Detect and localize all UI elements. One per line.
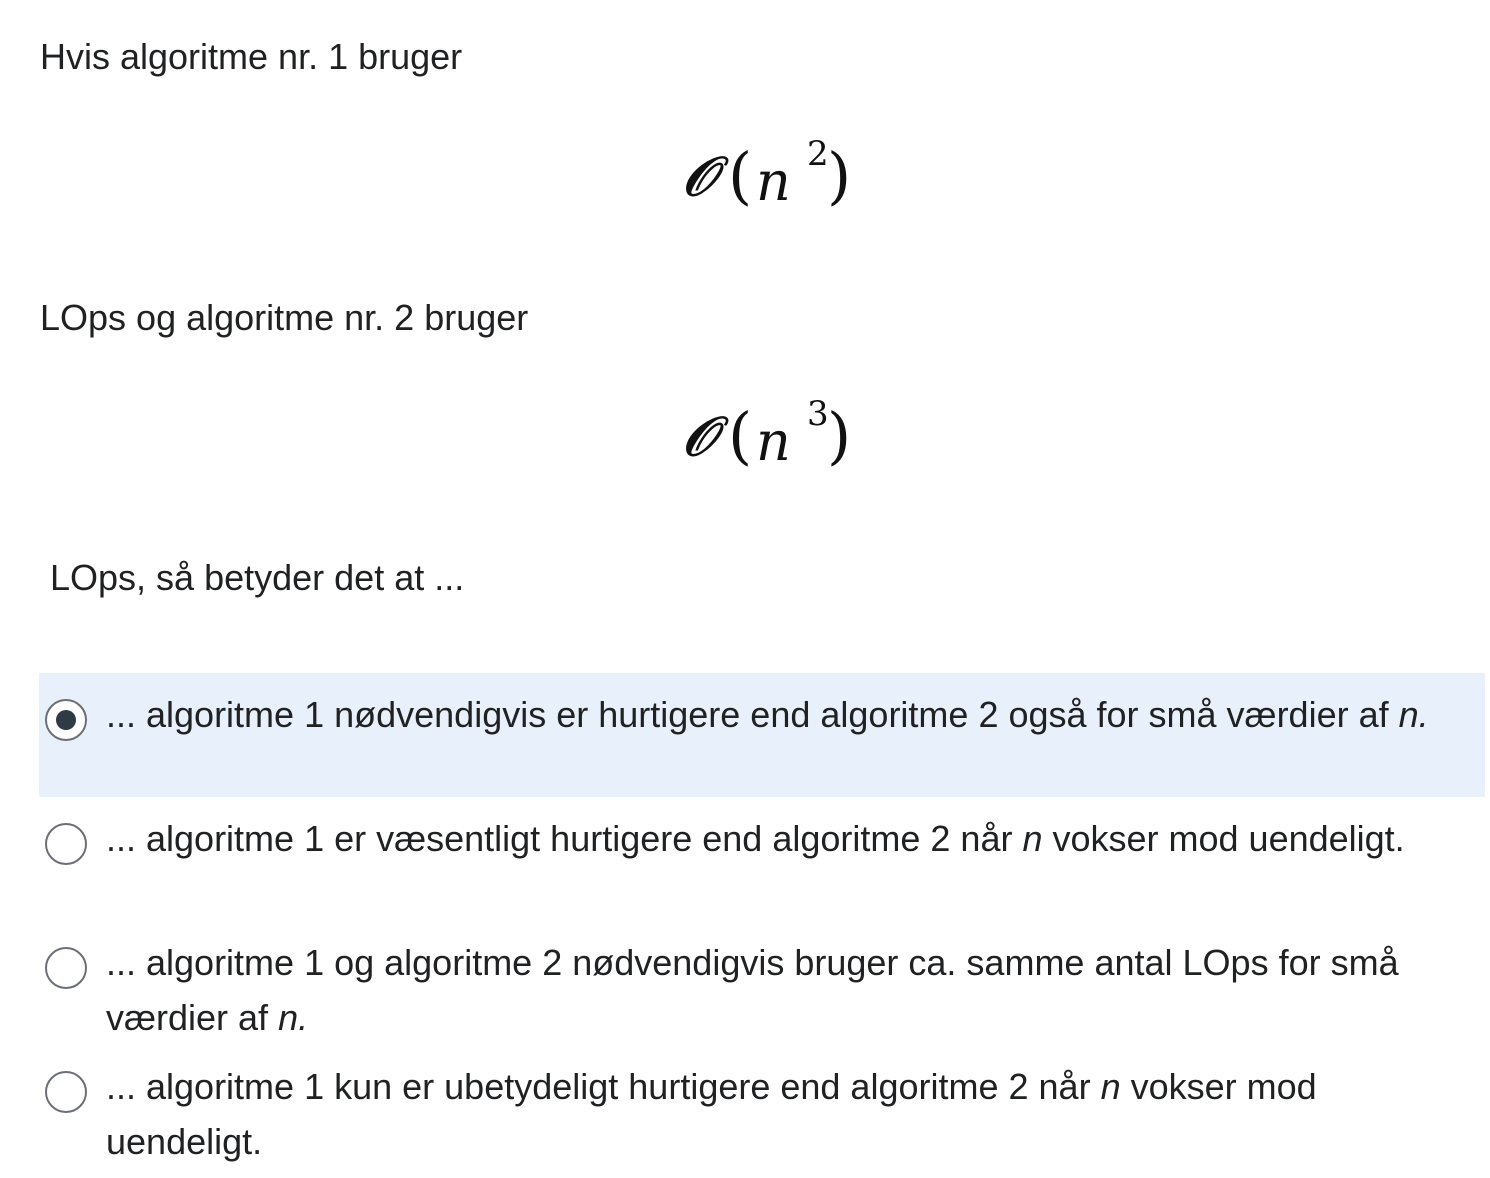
option-text-italic-n: n (1022, 818, 1043, 859)
option-text: ... algoritme 1 nødvendigvis er hurtigere end algoritme 2 også for små værdier af (106, 694, 1399, 735)
question-outro-text: LOps, så betyder det at ... (50, 557, 465, 598)
option-text: ... algoritme 1 og algoritme 2 nødvendigvis bruger ca. samme antal LOps for små værdier af (106, 942, 1399, 1038)
answer-option-1[interactable] (39, 673, 1485, 797)
answer-option-3[interactable] (39, 921, 1485, 1045)
answer-option-label[interactable] (106, 811, 1476, 866)
radio-button[interactable] (45, 947, 87, 989)
variable-n: n (756, 410, 791, 473)
answer-option-label[interactable] (106, 1059, 1476, 1169)
close-paren: ) (827, 399, 852, 472)
big-o-symbol: 𝒪 (682, 404, 717, 468)
answer-option-label[interactable] (106, 935, 1476, 1045)
option-text: ... algoritme 1 er væsentligt hurtigere end algoritme 2 når (106, 818, 1023, 859)
radio-dot-icon (56, 710, 76, 730)
close-paren: ) (827, 139, 852, 212)
exponent: 3 (807, 394, 829, 434)
big-o-symbol: 𝒪 (682, 144, 717, 208)
radio-button[interactable] (45, 823, 87, 865)
question-intro-text: Hvis algoritme nr. 1 bruger (40, 36, 463, 77)
answer-option-2[interactable] (39, 797, 1485, 921)
option-text-italic-n: n. (1398, 694, 1429, 735)
radio-button-selected[interactable] (45, 699, 87, 741)
open-paren: ( (728, 399, 753, 472)
radio-button[interactable] (45, 1071, 87, 1113)
question-middle-text: LOps og algoritme nr. 2 bruger (40, 297, 529, 338)
option-text: vokser mod uendeligt. (1042, 818, 1405, 859)
formula-big-o-n-squared (682, 134, 882, 220)
answer-option-label[interactable] (106, 687, 1476, 742)
open-paren: ( (728, 139, 753, 212)
variable-n: n (756, 150, 791, 213)
option-text: vokser mod uendeligt. (106, 1066, 1317, 1162)
answer-option-4[interactable] (39, 1045, 1485, 1169)
option-text: ... algoritme 1 kun er ubetydeligt hurtigere end algoritme 2 når (106, 1066, 1101, 1107)
formula-big-o-n-cubed (682, 394, 882, 480)
exponent: 2 (807, 134, 829, 174)
option-text-italic-n: n. (278, 997, 309, 1038)
option-text-italic-n: n (1100, 1066, 1121, 1107)
